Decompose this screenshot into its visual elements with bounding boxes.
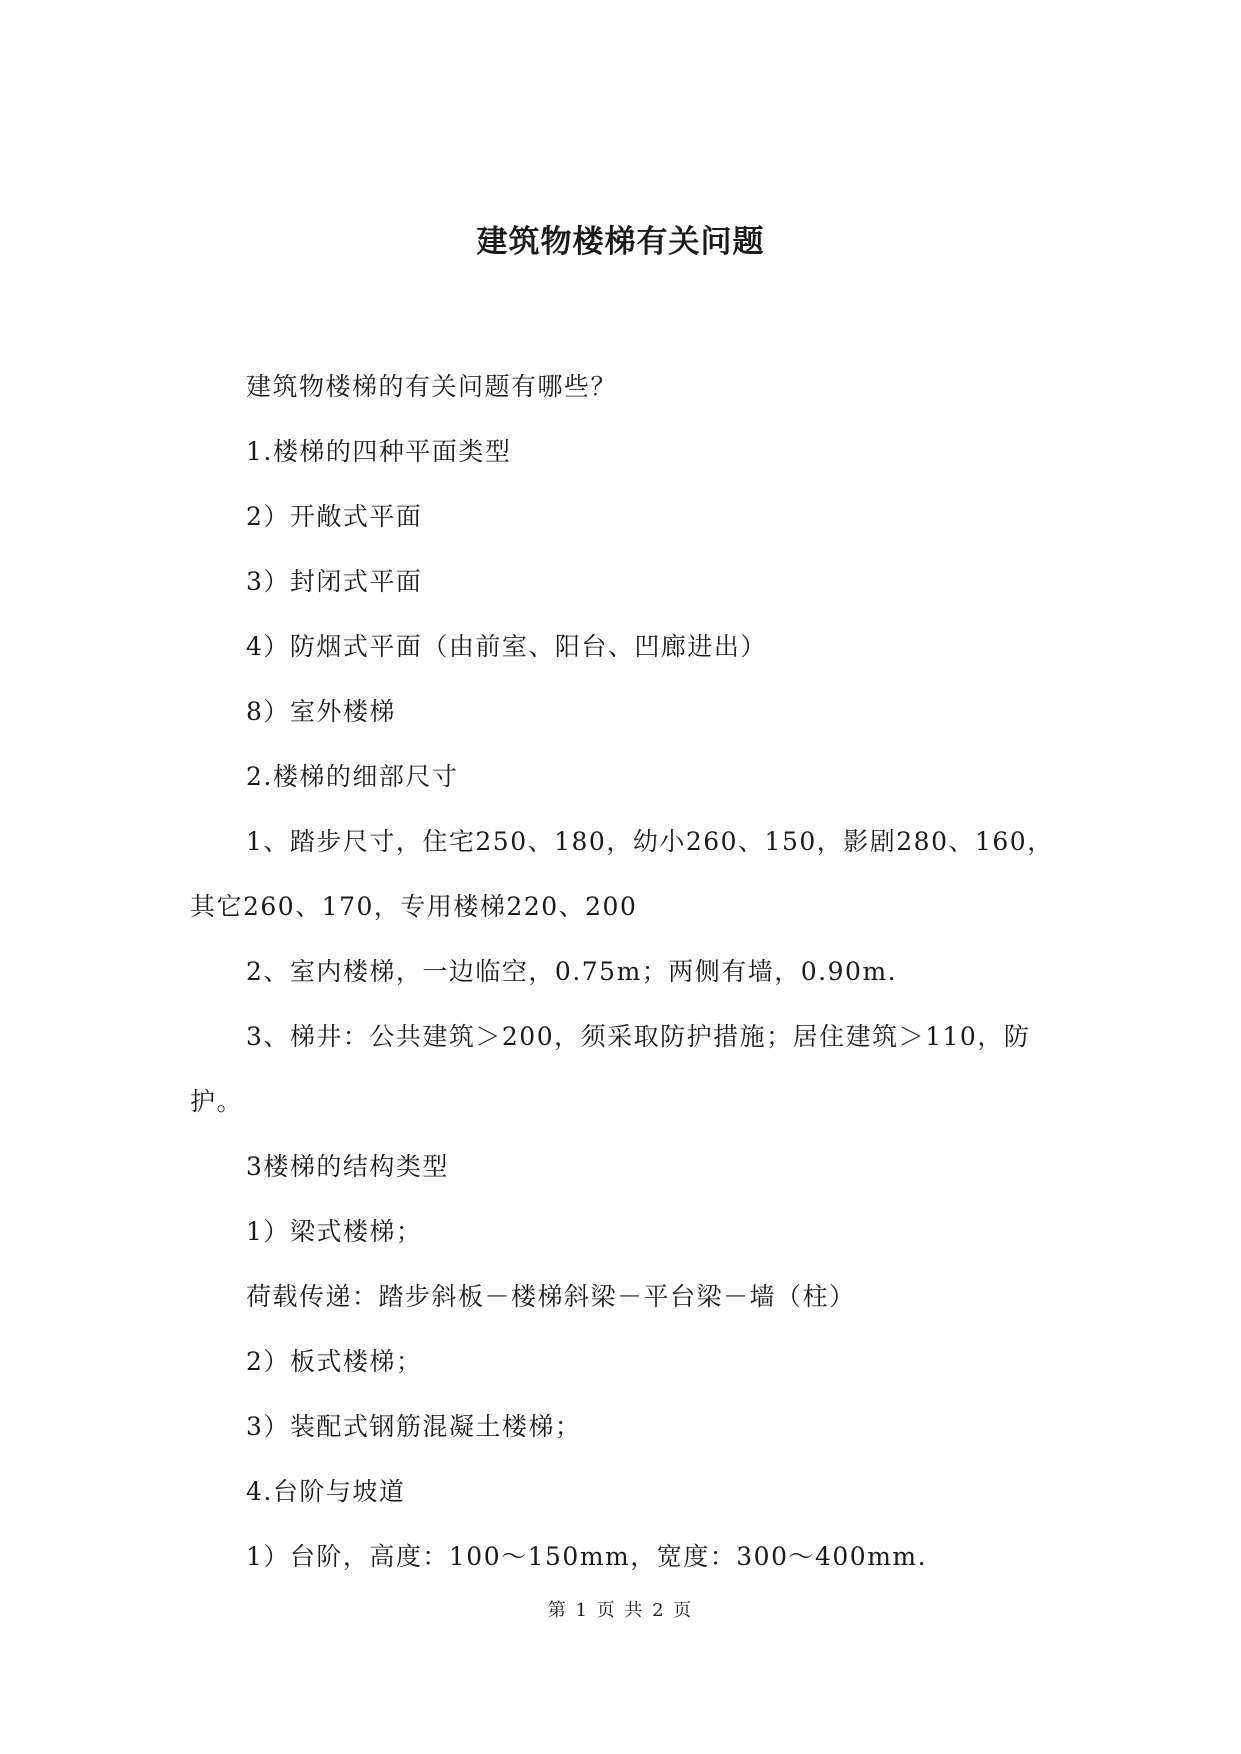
document-body <box>190 354 1060 1589</box>
paragraph-steps-dimensions: 1）台阶，高度：100～150mm，宽度：300～400mm. <box>246 1542 928 1571</box>
paragraph-section-4-heading: 4.台阶与坡道 <box>246 1477 406 1506</box>
page-footer: 第 1 页 共 2 页 <box>547 1600 694 1621</box>
paragraph-load-transfer: 荷载传递：踏步斜板－楼梯斜梁－平台梁－墙（柱） <box>246 1282 856 1311</box>
document-title: 建筑物楼梯有关问题 <box>476 224 765 260</box>
paragraph-slab-stair: 2）板式楼梯； <box>246 1347 423 1376</box>
paragraph-intro-question: 建筑物楼梯的有关问题有哪些？ <box>246 372 618 401</box>
paragraph-section-1-heading: 1.楼梯的四种平面类型 <box>246 437 512 466</box>
paragraph-item-smoke-proof-plan: 4）防烟式平面（由前室、阳台、凹廊进出） <box>246 632 767 661</box>
paragraph-section-3-heading: 3楼梯的结构类型 <box>246 1152 449 1181</box>
paragraph-beam-stair: 1）梁式楼梯； <box>246 1217 423 1246</box>
paragraph-item-outdoor-stair: 8）室外楼梯 <box>246 697 396 726</box>
paragraph-item-open-plan: 2）开敞式平面 <box>246 502 423 531</box>
paragraph-prefab-stair: 3）装配式钢筋混凝土楼梯； <box>246 1412 582 1441</box>
paragraph-indoor-railing: 2、室内楼梯，一边临空，0.75m；两侧有墙，0.90m. <box>246 957 898 986</box>
paragraph-step-dimensions: 1、踏步尺寸，住宅250、180，幼小260、150，影剧280、160，其它260、170，专用楼梯220、200 <box>190 827 1054 921</box>
paragraph-stair-well: 3、梯井：公共建筑＞200，须采取防护措施；居住建筑＞110，防护。 <box>190 1022 1031 1116</box>
paragraph-section-2-heading: 2.楼梯的细部尺寸 <box>246 762 459 791</box>
paragraph-item-closed-plan: 3）封闭式平面 <box>246 567 423 596</box>
